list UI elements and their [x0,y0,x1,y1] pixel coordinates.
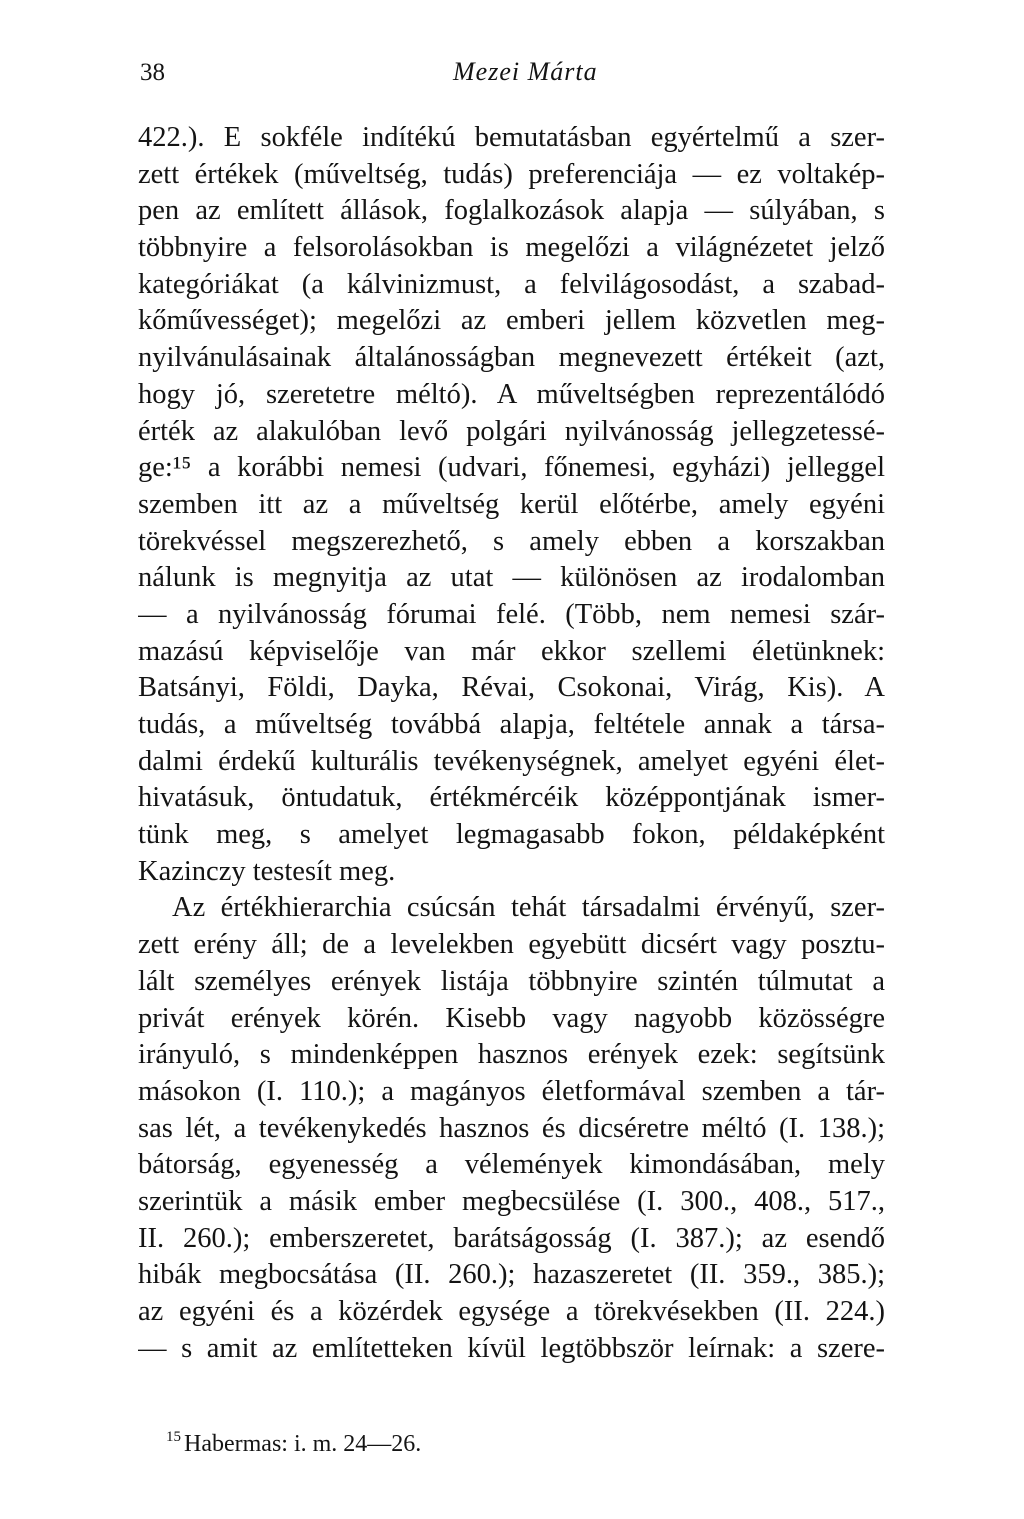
text-line: ge:¹⁵ a korábbi nemesi (udvari, főnemesi, egyházi) jelleggel [138,452,885,484]
text-line: bátorság, egyenesség a vélemények kimondásában, mely [138,1149,885,1181]
text-line: másokon (I. 110.); a magányos életformával szemben a tár- [138,1075,885,1107]
text-line: lált személyes erények listája többnyire szintén túlmutat a [138,965,885,997]
footnote-number: 15 [166,1429,181,1445]
text-line: 422.). E sokféle indítékú bemutatásban egyértelmű a szer- [138,122,885,153]
running-title: Mezei Márta [453,57,598,86]
text-line: sas lét, a tevékenykedés hasznos és dicséretre méltó (I. 138.); [138,1112,885,1144]
text-line: zett értékek (műveltség, tudás) preferenciája — ez voltakép- [138,158,885,190]
text-line: többnyire a felsorolásokban is megelőzi a világnézetet jelző [138,232,885,264]
text-line: kőművességet); megelőzi az emberi jellem közvetlen meg- [138,305,885,337]
text-line: — s amit az említetteken kívül legtöbbször leírnak: a szere- [138,1332,885,1364]
text-line: törekvéssel megszerezhető, s amely ebben a korszakban [138,525,885,557]
footnote-text: Habermas: i. m. 24—26. [184,1431,422,1457]
text-line: szerintük a másik ember megbecsülése (I. 300., 408., 517., [138,1185,885,1217]
text-line: zett erény áll; de a levelekben egyebütt dicsért vagy posztu- [138,929,885,961]
text-line: nálunk is megnyitja az utat — különösen az irodalomban [138,562,885,594]
text-line: szemben itt az a műveltség kerül előtérbe, amely egyéni [138,488,885,520]
text-line: Az értékhierarchia csúcsán tehát társadalmi érvényű, szer- [172,892,885,924]
text-line: Batsányi, Földi, Dayka, Révai, Csokonai, Virág, Kis). A [138,672,885,704]
text-line: irányuló, s mindenképpen hasznos erények ezek: segítsünk [138,1039,885,1071]
text-line: Kazinczy testesít meg. [138,855,396,887]
text-line: mazású képviselője van már ekkor szellemi életünknek: [138,635,885,667]
text-line: érték az alakulóban levő polgári nyilvánosság jellegzetessé- [138,415,885,447]
text-line: hivatásuk, öntudatuk, értékmércéik középpontjának ismer- [138,782,885,814]
text-line: II. 260.); emberszeretet, barátságosság (I. 387.); az esendő [138,1222,885,1254]
text-line: nyilvánulásainak általánosságban megnevezett értékeit (azt, [138,342,885,374]
text-line: pen az említett állások, foglalkozások alapja — súlyában, s [138,195,885,227]
body-text [138,120,885,1367]
text-line: hogy jó, szeretetre méltó). A műveltségben reprezentálódó [138,378,885,410]
page-number: 38 [140,59,165,86]
text-line: privát erények körén. Kisebb vagy nagyobb közösségre [138,1002,885,1034]
footnote [166,1422,421,1459]
text-line: az egyéni és a közérdek egysége a törekvésekben (II. 224.) [138,1296,885,1327]
text-line: tünk meg, s amelyet legmagasabb fokon, példaképként [138,819,885,851]
text-line: — a nyilvánosság fórumai felé. (Több, nem nemesi szár- [138,598,885,630]
text-line: hibák megbocsátása (II. 260.); hazaszeretet (II. 359., 385.); [138,1259,885,1291]
text-line: kategóriákat (a kálvinizmust, a felvilágosodást, a szabad- [138,268,885,300]
text-line: tudás, a műveltség továbbá alapja, feltétele annak a társa- [138,709,885,740]
text-line: dalmi érdekű kulturális tevékenységnek, amelyet egyéni élet- [138,745,885,777]
